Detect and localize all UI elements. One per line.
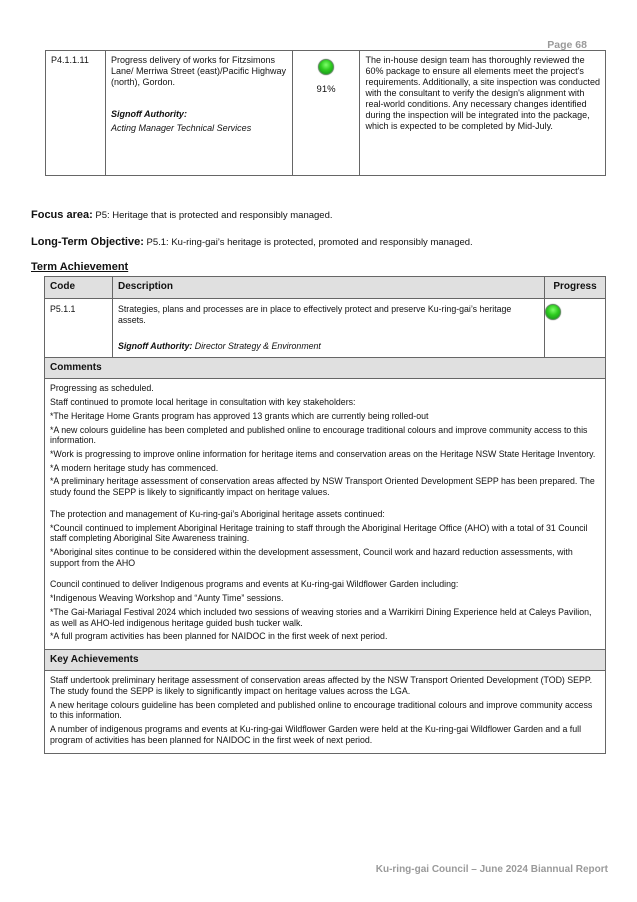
table-row [46, 51, 606, 176]
achievement-description-cell [113, 299, 545, 358]
key-achievement-line: A number of indigenous programs and events at Ku-ring-gai Wildflower Garden were held at the Ku-ring-gai Wildflower Garden and a full program of activities has been planned for NAIDOC in the first week of next period. [50, 724, 582, 745]
footer-report-title: Ku-ring-gai Council – June 2024 Biannual Report [375, 864, 608, 875]
comment-line: Staff continued to promote local heritage in consultation with key stakeholders: [50, 397, 356, 408]
focus-area-text: P5: Heritage that is protected and responsibly managed. [95, 210, 333, 221]
comment-line: Progressing as scheduled. [50, 383, 154, 394]
key-achievements-row [45, 671, 606, 753]
comment-line: *A modern heritage study has commenced. [50, 462, 219, 473]
comments-header-row [45, 358, 606, 379]
comment-line: *Work is progressing to improve online information for heritage items and conservation areas on the Heritage NSW State Heritage Inventory. [50, 448, 596, 459]
status-indicator-icon [545, 304, 561, 320]
objective-text: P5.1: Ku-ring-gai’s heritage is protected, promoted and responsibly managed. [146, 237, 473, 248]
comment-line: *A full program activities has been planned for NAIDOC in the first week of next period. [50, 631, 388, 642]
long-term-objective [31, 236, 473, 248]
term-achievement-table [44, 276, 606, 754]
action-code: P4.1.1.11 [46, 51, 106, 176]
comments-row [45, 379, 606, 650]
progress-cell [292, 51, 360, 176]
key-achievement-line: Staff undertook preliminary heritage assessment of conservation areas affected by the NSW Transport Oriented Development (TOD) SEPP. The study found the SEPP is likely to significantly impact on heritage values across the LGA. [50, 675, 593, 696]
focus-area-label: Focus area: [31, 209, 93, 221]
action-comment: The in-house design team has thoroughly reviewed the 60% package to ensure all elements meet the project's requirements. Additionally, a site inspection was conducted with the consultant to verify the design's alignment with real-world conditions. Any necessary changes identified during the inspection will be integrated into the package, which is expected to be completed by Mid-July. [360, 51, 606, 176]
status-indicator-icon [318, 59, 334, 75]
action-description-cell [105, 51, 292, 176]
achievement-signoff [118, 341, 539, 352]
comment-line: *Council continued to implement Aboriginal Heritage training to staff through the Aboriginal Heritage Office (AHO) with a total of 31 Council staff completing Aboriginal Site Awareness training. [50, 522, 588, 544]
comment-line: *The Gai-Mariagal Festival 2024 which included two sessions of weaving stories and a Warrikirri Dining Experience held at Caleys Pavilion, as well as AHO-led indigenous heritage guided bush tucker walk. [50, 606, 592, 628]
table-header-row [45, 277, 606, 299]
comment-line: *Aboriginal sites continue to be considered within the development assessment, Council work and hazard reduction assessments, with support from the AHO [50, 546, 573, 568]
comments-heading: Comments [45, 358, 606, 379]
signoff-label: Signoff Authority: [118, 341, 193, 352]
comments-cell [45, 379, 606, 650]
code-column-header: Code [45, 277, 113, 299]
table-row [45, 299, 606, 358]
key-achievements-heading: Key Achievements [45, 650, 606, 671]
comment-line: *The Heritage Home Grants program has approved 13 grants which are currently being rolled-out [50, 410, 429, 421]
focus-area [31, 209, 333, 221]
objective-label: Long-Term Objective: [31, 236, 144, 248]
comment-line: *A new colours guideline has been completed and published online to encourage traditional colours and improve community access to this information. [50, 424, 588, 446]
description-column-header: Description [113, 277, 545, 299]
comment-line: Council continued to deliver Indigenous programs and events at Ku-ring-gai Wildflower Garden including: [50, 579, 459, 590]
previous-action-table [45, 50, 606, 176]
comment-line: *Indigenous Weaving Workshop and “Aunty Time” sessions. [50, 593, 284, 604]
signoff-name: Acting Manager Technical Services [110, 122, 252, 133]
key-achievement-line: A new heritage colours guideline has been completed and published online to encourage traditional colours and improve community access to this information. [50, 699, 593, 721]
signoff-name: Director Strategy & Environment [194, 341, 321, 352]
key-achievements-cell [45, 671, 606, 753]
term-achievement-heading: Term Achievement [31, 261, 129, 273]
page-number: Page 68 [547, 39, 587, 51]
comment-line: The protection and management of Ku-ring-gai’s Aboriginal heritage assets continued: [50, 508, 385, 519]
action-description: Progress delivery of works for Fitzsimons Lane/ Merriwa Street (east)/Pacific Highway (north), Gordon. [110, 55, 287, 87]
progress-cell [545, 299, 606, 358]
key-achievements-header-row [45, 650, 606, 671]
progress-percent: 91% [316, 83, 336, 95]
signoff-label: Signoff Authority: [110, 108, 187, 119]
comment-line: *A preliminary heritage assessment of conservation areas affected by NSW Transport Oriented Development SEPP has been prepared. The study found the SEPP is likely to significantly impact on heritage values. [50, 476, 595, 498]
achievement-code: P5.1.1 [45, 299, 113, 358]
achievement-description: Strategies, plans and processes are in place to effectively protect and preserve Ku-ring-gai’s heritage assets. [118, 304, 512, 325]
progress-column-header: Progress [545, 277, 606, 299]
